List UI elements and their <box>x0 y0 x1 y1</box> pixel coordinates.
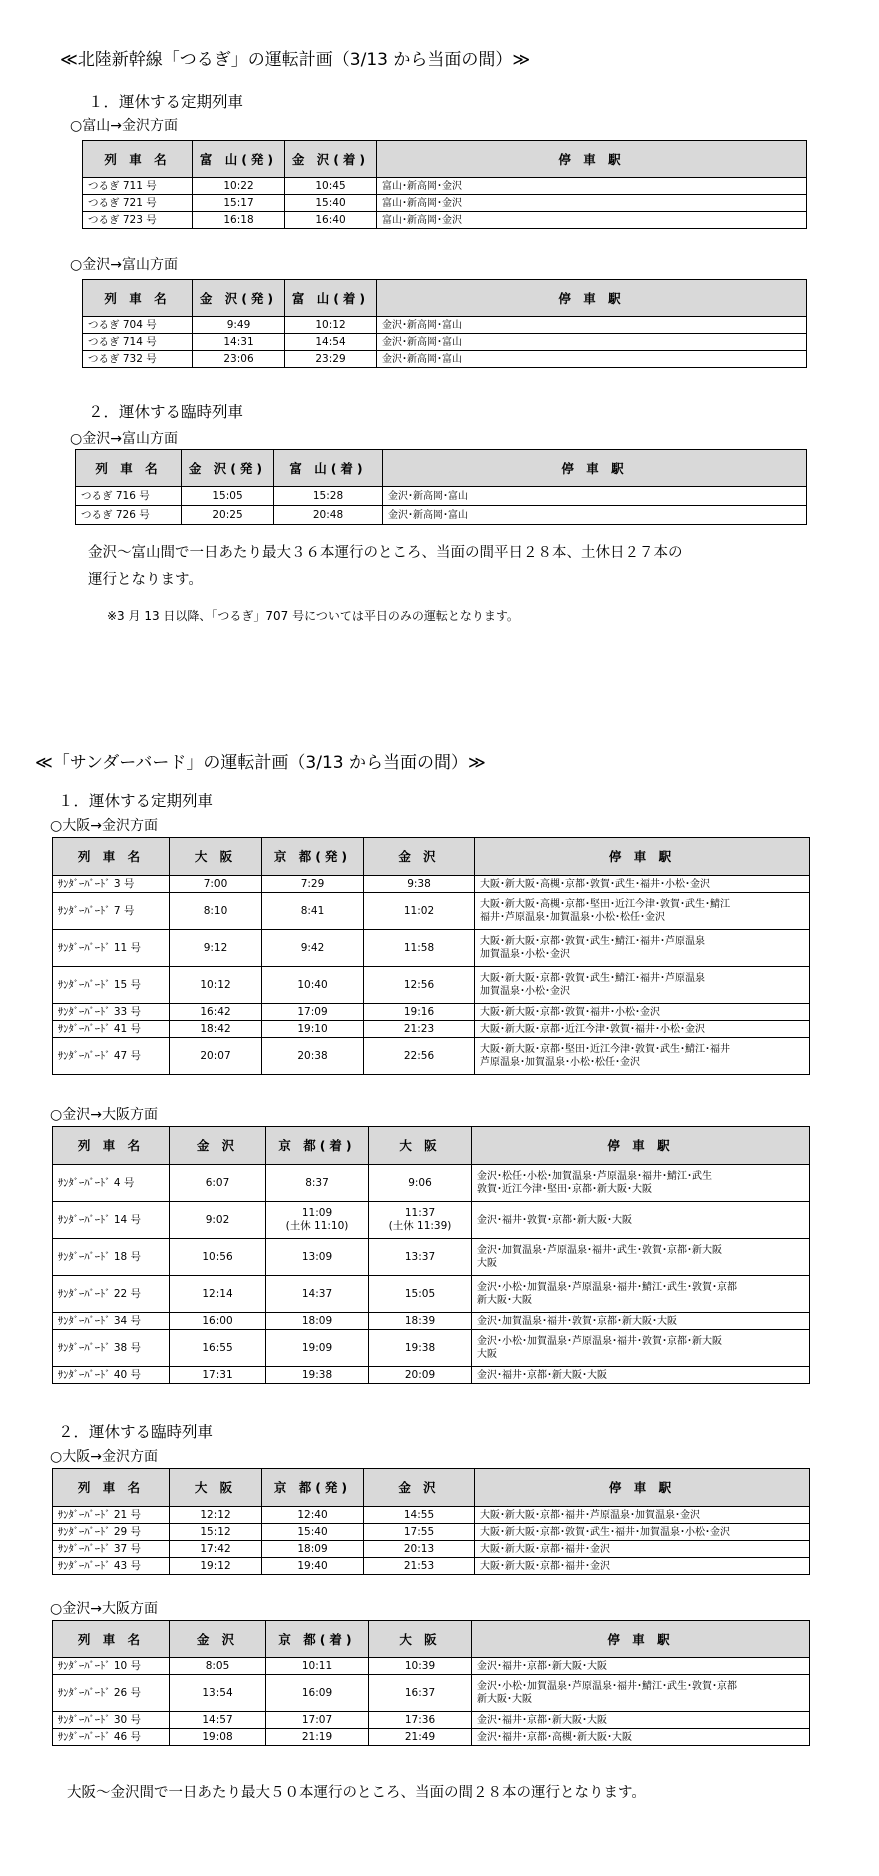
table-row <box>53 1239 810 1276</box>
stops-line1: 大阪･新大阪･京都･堅田･近江今津･敦賀･武生･鯖江･福井 <box>480 1044 730 1055</box>
table-row <box>76 506 807 525</box>
header-cell: 停 車 駅 <box>377 141 807 178</box>
osaka-time: 9:12 <box>170 930 262 967</box>
stops-line2: 福井･芦原温泉･加賀温泉･小松･松任･金沢 <box>480 912 665 923</box>
table-row <box>53 930 810 967</box>
osaka-time <box>369 1239 472 1276</box>
stops <box>472 1712 810 1729</box>
stops-line1: 金沢･福井･京都･新大阪･大阪 <box>477 1714 607 1726</box>
kanazawa-time: 13:54 <box>170 1675 266 1712</box>
dep-time: 14:31 <box>193 334 285 351</box>
kanazawa-time: 19:08 <box>170 1729 266 1746</box>
train-name: ｻﾝﾀﾞｰﾊﾞｰﾄﾞ 41 号 <box>53 1021 170 1038</box>
stops: 金沢･新高岡･富山 <box>383 487 807 506</box>
stops-line1: 金沢･福井･京都･新大阪･大阪 <box>477 1660 607 1672</box>
osaka-time <box>369 1367 472 1384</box>
table-header-row <box>53 1621 810 1658</box>
time-main: 18:09 <box>301 1314 333 1327</box>
table-header-row <box>76 450 807 487</box>
stops: 大阪･新大阪･京都･福井･金沢 <box>475 1541 810 1558</box>
train-name: つるぎ 711 号 <box>83 178 193 195</box>
header-cell: 金 沢 <box>364 838 475 876</box>
header-cell: 停 車 駅 <box>377 280 807 317</box>
time-main: 19:38 <box>301 1368 333 1381</box>
stops-line1: 金沢･加賀温泉･芦原温泉･福井･武生･敦賀･京都･新大阪 <box>477 1245 722 1256</box>
stops <box>472 1367 810 1384</box>
kyoto-time: 19:10 <box>262 1021 364 1038</box>
table-row <box>53 1524 810 1541</box>
tsurugi-direction3: ○金沢→富山方面 <box>70 431 178 447</box>
kyoto-time <box>266 1239 369 1276</box>
train-name: ｻﾝﾀﾞｰﾊﾞｰﾄﾞ 38 号 <box>53 1330 170 1367</box>
osaka-time: 10:12 <box>170 967 262 1004</box>
header-cell: 金 沢(発) <box>182 450 274 487</box>
train-name: ｻﾝﾀﾞｰﾊﾞｰﾄﾞ 47 号 <box>53 1038 170 1075</box>
stops: 富山･新高岡･金沢 <box>377 178 807 195</box>
stops: 富山･新高岡･金沢 <box>377 212 807 229</box>
stops <box>472 1675 810 1712</box>
kyoto-time: 19:40 <box>262 1558 364 1575</box>
table-row <box>53 1367 810 1384</box>
tsurugi-special-table-kanazawa-toyama <box>75 449 807 525</box>
tsurugi-direction1: ○富山→金沢方面 <box>70 118 178 134</box>
stops-line2: 芦原温泉･加賀温泉･小松･松任･金沢 <box>480 1057 640 1068</box>
kyoto-time: 18:09 <box>262 1541 364 1558</box>
kanazawa-time: 17:55 <box>364 1524 475 1541</box>
table-header-row <box>53 1127 810 1165</box>
time-main: 19:09 <box>301 1341 333 1354</box>
thunderbird-section1-heading: １．運休する定期列車 <box>58 792 214 810</box>
stops-line1: 金沢･小松･加賀温泉･芦原温泉･福井･敦賀･京都･新大阪 <box>477 1336 722 1347</box>
train-name: ｻﾝﾀﾞｰﾊﾞｰﾄﾞ 18 号 <box>53 1239 170 1276</box>
kanazawa-time: 14:57 <box>170 1712 266 1729</box>
kyoto-time <box>266 1313 369 1330</box>
stops-line2: 大阪 <box>477 1258 497 1269</box>
table-header-row <box>53 838 810 876</box>
table-header-row <box>83 280 807 317</box>
thunderbird-direction2: ○金沢→大阪方面 <box>50 1107 158 1123</box>
table-row <box>53 1202 810 1239</box>
train-name: つるぎ 716 号 <box>76 487 182 506</box>
table-row <box>83 178 807 195</box>
stops <box>472 1165 810 1202</box>
thunderbird-note: 大阪～金沢間で一日あたり最大５０本運行のところ、当面の間２８本の運行となります。 <box>67 1785 646 1801</box>
stops <box>475 893 810 930</box>
tsurugi-section2-heading: ２．運休する臨時列車 <box>88 403 244 421</box>
kyoto-time: 16:09 <box>266 1675 369 1712</box>
table-row <box>53 1038 810 1075</box>
arr-time: 15:40 <box>285 195 377 212</box>
kanazawa-time: 16:55 <box>170 1330 266 1367</box>
train-name: つるぎ 732 号 <box>83 351 193 368</box>
table-row <box>83 317 807 334</box>
tsurugi-regular-table-kanazawa-toyama <box>82 279 807 368</box>
dep-time: 10:22 <box>193 178 285 195</box>
osaka-time: 17:36 <box>369 1712 472 1729</box>
dep-time: 15:17 <box>193 195 285 212</box>
time-holiday: (土休 11:39) <box>388 1220 452 1232</box>
stops <box>475 967 810 1004</box>
stops-line2: 新大阪･大阪 <box>477 1295 532 1306</box>
table-row <box>53 1165 810 1202</box>
table-row <box>53 967 810 1004</box>
train-name: ｻﾝﾀﾞｰﾊﾞｰﾄﾞ 21 号 <box>53 1507 170 1524</box>
osaka-time: 15:12 <box>170 1524 262 1541</box>
header-cell: 富 山(発) <box>193 141 285 178</box>
train-name: ｻﾝﾀﾞｰﾊﾞｰﾄﾞ 43 号 <box>53 1558 170 1575</box>
kyoto-time: 21:19 <box>266 1729 369 1746</box>
table-row <box>53 1004 810 1021</box>
stops <box>475 1021 810 1038</box>
time-main: 15:05 <box>404 1287 436 1300</box>
arr-time: 15:28 <box>274 487 383 506</box>
arr-time: 10:45 <box>285 178 377 195</box>
time-main: 13:09 <box>301 1250 333 1263</box>
table-row <box>83 212 807 229</box>
header-cell: 停 車 駅 <box>475 838 810 876</box>
tsurugi-direction2: ○金沢→富山方面 <box>70 257 178 273</box>
osaka-time: 21:49 <box>369 1729 472 1746</box>
header-cell: 停 車 駅 <box>475 1469 810 1507</box>
header-cell: 列 車 名 <box>53 1469 170 1507</box>
time-main: 9:06 <box>408 1176 432 1189</box>
dep-time: 16:18 <box>193 212 285 229</box>
kyoto-time <box>266 1276 369 1313</box>
thunderbird-direction3: ○大阪→金沢方面 <box>50 1449 158 1465</box>
time-main: 11:37 <box>404 1207 436 1219</box>
time-holiday: (土休 11:10) <box>285 1220 349 1232</box>
stops-line1: 大阪･新大阪･京都･敦賀･武生･鯖江･福井･芦原温泉 <box>480 936 705 947</box>
kanazawa-time: 21:53 <box>364 1558 475 1575</box>
header-cell: 京 都(発) <box>262 1469 364 1507</box>
osaka-time: 16:42 <box>170 1004 262 1021</box>
kanazawa-time: 10:56 <box>170 1239 266 1276</box>
kyoto-time <box>266 1202 369 1239</box>
osaka-time <box>369 1313 472 1330</box>
osaka-time: 12:12 <box>170 1507 262 1524</box>
stops <box>475 876 810 893</box>
osaka-time: 20:07 <box>170 1038 262 1075</box>
kyoto-time <box>266 1330 369 1367</box>
train-name: ｻﾝﾀﾞｰﾊﾞｰﾄﾞ 26 号 <box>53 1675 170 1712</box>
kyoto-time <box>266 1367 369 1384</box>
train-name: ｻﾝﾀﾞｰﾊﾞｰﾄﾞ 30 号 <box>53 1712 170 1729</box>
header-cell: 列 車 名 <box>83 141 193 178</box>
stops-line1: 金沢･加賀温泉･福井･敦賀･京都･新大阪･大阪 <box>477 1315 677 1327</box>
train-name: つるぎ 721 号 <box>83 195 193 212</box>
kanazawa-time: 19:16 <box>364 1004 475 1021</box>
train-name: ｻﾝﾀﾞｰﾊﾞｰﾄﾞ 34 号 <box>53 1313 170 1330</box>
arr-time: 23:29 <box>285 351 377 368</box>
header-cell: 金 沢 <box>170 1127 266 1165</box>
dep-time: 23:06 <box>193 351 285 368</box>
stops <box>472 1330 810 1367</box>
header-cell: 京 都(着) <box>266 1621 369 1658</box>
thunderbird-regular-table-kanazawa-osaka <box>52 1126 810 1384</box>
kanazawa-time: 21:23 <box>364 1021 475 1038</box>
thunderbird-special-table-kanazawa-osaka <box>52 1620 810 1746</box>
osaka-time: 10:39 <box>369 1658 472 1675</box>
kyoto-time <box>266 1165 369 1202</box>
train-name: つるぎ 704 号 <box>83 317 193 334</box>
kanazawa-time: 9:38 <box>364 876 475 893</box>
stops-line2: 加賀温泉･小松･金沢 <box>480 949 570 960</box>
dep-time: 9:49 <box>193 317 285 334</box>
train-name: ｻﾝﾀﾞｰﾊﾞｰﾄﾞ 4 号 <box>53 1165 170 1202</box>
arr-time: 16:40 <box>285 212 377 229</box>
stops-line1: 金沢･福井･京都･高槻･新大阪･大阪 <box>477 1731 632 1743</box>
dep-time: 15:05 <box>182 487 274 506</box>
table-header-row <box>83 141 807 178</box>
kanazawa-time: 17:31 <box>170 1367 266 1384</box>
header-cell: 停 車 駅 <box>383 450 807 487</box>
header-cell: 列 車 名 <box>83 280 193 317</box>
dep-time: 20:25 <box>182 506 274 525</box>
thunderbird-direction1: ○大阪→金沢方面 <box>50 818 158 834</box>
osaka-time: 18:42 <box>170 1021 262 1038</box>
kanazawa-time: 14:55 <box>364 1507 475 1524</box>
table-row <box>53 1675 810 1712</box>
stops: 金沢･新高岡･富山 <box>377 351 807 368</box>
stops-line1: 大阪･新大阪･京都･敦賀･福井･小松･金沢 <box>480 1006 660 1018</box>
header-cell: 京 都(着) <box>266 1127 369 1165</box>
kanazawa-time: 9:02 <box>170 1202 266 1239</box>
tsurugi-footnote: ※3 月 13 日以降、「つるぎ」707 号については平日のみの運転となります。 <box>107 609 519 623</box>
train-name: ｻﾝﾀﾞｰﾊﾞｰﾄﾞ 11 号 <box>53 930 170 967</box>
tsurugi-regular-table-toyama-kanazawa <box>82 140 807 229</box>
table-row <box>53 1313 810 1330</box>
stops-line1: 大阪･新大阪･高槻･京都･堅田･近江今津･敦賀･武生･鯖江 <box>480 899 730 910</box>
kyoto-time: 7:29 <box>262 876 364 893</box>
stops <box>472 1202 810 1239</box>
time-main: 11:09 <box>301 1207 333 1219</box>
header-cell: 金 沢(発) <box>193 280 285 317</box>
stops <box>472 1276 810 1313</box>
stops <box>472 1239 810 1276</box>
kyoto-time: 10:40 <box>262 967 364 1004</box>
stops <box>475 930 810 967</box>
osaka-time: 16:37 <box>369 1675 472 1712</box>
arr-time: 10:12 <box>285 317 377 334</box>
kanazawa-time: 6:07 <box>170 1165 266 1202</box>
train-name: ｻﾝﾀﾞｰﾊﾞｰﾄﾞ 15 号 <box>53 967 170 1004</box>
tsurugi-note-line2: 運行となります。 <box>88 572 203 588</box>
time-main: 19:38 <box>404 1341 436 1354</box>
train-name: ｻﾝﾀﾞｰﾊﾞｰﾄﾞ 37 号 <box>53 1541 170 1558</box>
header-cell: 列 車 名 <box>53 1621 170 1658</box>
osaka-time <box>369 1330 472 1367</box>
stops-line2: 敦賀･近江今津･堅田･京都･新大阪･大阪 <box>477 1184 652 1195</box>
stops-line2: 大阪 <box>477 1349 497 1360</box>
time-main: 20:09 <box>404 1368 436 1381</box>
thunderbird-direction4: ○金沢→大阪方面 <box>50 1601 158 1617</box>
table-header-row <box>53 1469 810 1507</box>
stops <box>475 1004 810 1021</box>
train-name: ｻﾝﾀﾞｰﾊﾞｰﾄﾞ 29 号 <box>53 1524 170 1541</box>
kyoto-time: 10:11 <box>266 1658 369 1675</box>
header-cell: 金 沢 <box>170 1621 266 1658</box>
train-name: つるぎ 714 号 <box>83 334 193 351</box>
stops-line2: 新大阪･大阪 <box>477 1694 532 1705</box>
stops-line1: 金沢･福井･敦賀･京都･新大阪･大阪 <box>477 1214 632 1226</box>
header-cell: 金 沢(着) <box>285 141 377 178</box>
table-row <box>53 1558 810 1575</box>
train-name: ｻﾝﾀﾞｰﾊﾞｰﾄﾞ 10 号 <box>53 1658 170 1675</box>
kyoto-time: 9:42 <box>262 930 364 967</box>
stops <box>475 1038 810 1075</box>
stops: 金沢･新高岡･富山 <box>377 317 807 334</box>
stops: 大阪･新大阪･京都･福井･金沢 <box>475 1558 810 1575</box>
arr-time: 20:48 <box>274 506 383 525</box>
stops: 大阪･新大阪･京都･福井･芦原温泉･加賀温泉･金沢 <box>475 1507 810 1524</box>
header-cell: 停 車 駅 <box>472 1127 810 1165</box>
train-name: つるぎ 726 号 <box>76 506 182 525</box>
header-cell: 列 車 名 <box>76 450 182 487</box>
table-row <box>53 1330 810 1367</box>
kanazawa-time: 8:05 <box>170 1658 266 1675</box>
table-row <box>53 1507 810 1524</box>
time-main: 13:37 <box>404 1250 436 1263</box>
osaka-time <box>369 1276 472 1313</box>
stops-line2: 加賀温泉･小松･金沢 <box>480 986 570 997</box>
osaka-time: 17:42 <box>170 1541 262 1558</box>
kanazawa-time: 12:56 <box>364 967 475 1004</box>
header-cell: 列 車 名 <box>53 838 170 876</box>
table-row <box>53 893 810 930</box>
train-name: ｻﾝﾀﾞｰﾊﾞｰﾄﾞ 46 号 <box>53 1729 170 1746</box>
table-row <box>53 1658 810 1675</box>
header-cell: 列 車 名 <box>53 1127 170 1165</box>
stops-line1: 金沢･小松･加賀温泉･芦原温泉･福井･鯖江･武生･敦賀･京都 <box>477 1681 737 1692</box>
header-cell: 大 阪 <box>369 1621 472 1658</box>
table-row <box>83 334 807 351</box>
header-cell: 大 阪 <box>369 1127 472 1165</box>
table-row <box>83 351 807 368</box>
table-row <box>76 487 807 506</box>
train-name: ｻﾝﾀﾞｰﾊﾞｰﾄﾞ 33 号 <box>53 1004 170 1021</box>
header-cell: 大 阪 <box>170 1469 262 1507</box>
thunderbird-section2-heading: ２．運休する臨時列車 <box>58 1423 214 1441</box>
table-row <box>53 1541 810 1558</box>
tsurugi-note-line1: 金沢～富山間で一日あたり最大３６本運行のところ、当面の間平日２８本、土休日２７本の <box>88 545 683 561</box>
kanazawa-time: 12:14 <box>170 1276 266 1313</box>
kyoto-time: 20:38 <box>262 1038 364 1075</box>
kyoto-time: 15:40 <box>262 1524 364 1541</box>
osaka-time <box>369 1165 472 1202</box>
thunderbird-special-table-osaka-kanazawa <box>52 1468 810 1575</box>
stops-line1: 大阪･新大阪･京都･敦賀･武生･鯖江･福井･芦原温泉 <box>480 973 705 984</box>
table-row <box>53 1729 810 1746</box>
header-cell: 富 山(着) <box>285 280 377 317</box>
osaka-time: 19:12 <box>170 1558 262 1575</box>
train-name: ｻﾝﾀﾞｰﾊﾞｰﾄﾞ 22 号 <box>53 1276 170 1313</box>
kyoto-time: 17:07 <box>266 1712 369 1729</box>
arr-time: 14:54 <box>285 334 377 351</box>
thunderbird-regular-table-osaka-kanazawa <box>52 837 810 1075</box>
kyoto-time: 17:09 <box>262 1004 364 1021</box>
stops: 金沢･新高岡･富山 <box>377 334 807 351</box>
train-name: ｻﾝﾀﾞｰﾊﾞｰﾄﾞ 3 号 <box>53 876 170 893</box>
kanazawa-time: 22:56 <box>364 1038 475 1075</box>
kyoto-time: 8:41 <box>262 893 364 930</box>
time-main: 14:37 <box>301 1287 333 1300</box>
table-row <box>83 195 807 212</box>
train-name: ｻﾝﾀﾞｰﾊﾞｰﾄﾞ 7 号 <box>53 893 170 930</box>
stops: 金沢･新高岡･富山 <box>383 506 807 525</box>
stops: 富山･新高岡･金沢 <box>377 195 807 212</box>
table-row <box>53 1276 810 1313</box>
stops: 大阪･新大阪･京都･敦賀･武生･福井･加賀温泉･小松･金沢 <box>475 1524 810 1541</box>
tsurugi-section1-heading: １．運休する定期列車 <box>88 93 244 111</box>
kanazawa-time: 11:58 <box>364 930 475 967</box>
stops-line1: 大阪･新大阪･高槻･京都･敦賀･武生･福井･小松･金沢 <box>480 878 710 890</box>
tsurugi-title: ≪北陸新幹線「つるぎ」の運転計画（3/13 から当面の間）≫ <box>60 50 531 70</box>
header-cell: 金 沢 <box>364 1469 475 1507</box>
stops-line1: 大阪･新大阪･京都･近江今津･敦賀･福井･小松･金沢 <box>480 1023 705 1035</box>
stops-line1: 金沢･小松･加賀温泉･芦原温泉･福井･鯖江･武生･敦賀･京都 <box>477 1282 737 1293</box>
osaka-time: 7:00 <box>170 876 262 893</box>
header-cell: 富 山(着) <box>274 450 383 487</box>
header-cell: 停 車 駅 <box>472 1621 810 1658</box>
stops-line1: 金沢･松任･小松･加賀温泉･芦原温泉･福井･鯖江･武生 <box>477 1171 712 1182</box>
header-cell: 大 阪 <box>170 838 262 876</box>
header-cell: 京 都(発) <box>262 838 364 876</box>
table-row <box>53 1712 810 1729</box>
kanazawa-time: 20:13 <box>364 1541 475 1558</box>
kanazawa-time: 16:00 <box>170 1313 266 1330</box>
time-main: 8:37 <box>305 1176 329 1189</box>
thunderbird-title: ≪「サンダーバード」の運転計画（3/13 から当面の間）≫ <box>35 753 486 773</box>
kyoto-time: 12:40 <box>262 1507 364 1524</box>
stops <box>472 1313 810 1330</box>
train-name: ｻﾝﾀﾞｰﾊﾞｰﾄﾞ 14 号 <box>53 1202 170 1239</box>
stops-line1: 金沢･福井･京都･新大阪･大阪 <box>477 1369 607 1381</box>
train-name: つるぎ 723 号 <box>83 212 193 229</box>
table-row <box>53 876 810 893</box>
table-row <box>53 1021 810 1038</box>
kanazawa-time: 11:02 <box>364 893 475 930</box>
osaka-time <box>369 1202 472 1239</box>
stops <box>472 1658 810 1675</box>
osaka-time: 8:10 <box>170 893 262 930</box>
stops <box>472 1729 810 1746</box>
train-name: ｻﾝﾀﾞｰﾊﾞｰﾄﾞ 40 号 <box>53 1367 170 1384</box>
time-main: 18:39 <box>404 1314 436 1327</box>
